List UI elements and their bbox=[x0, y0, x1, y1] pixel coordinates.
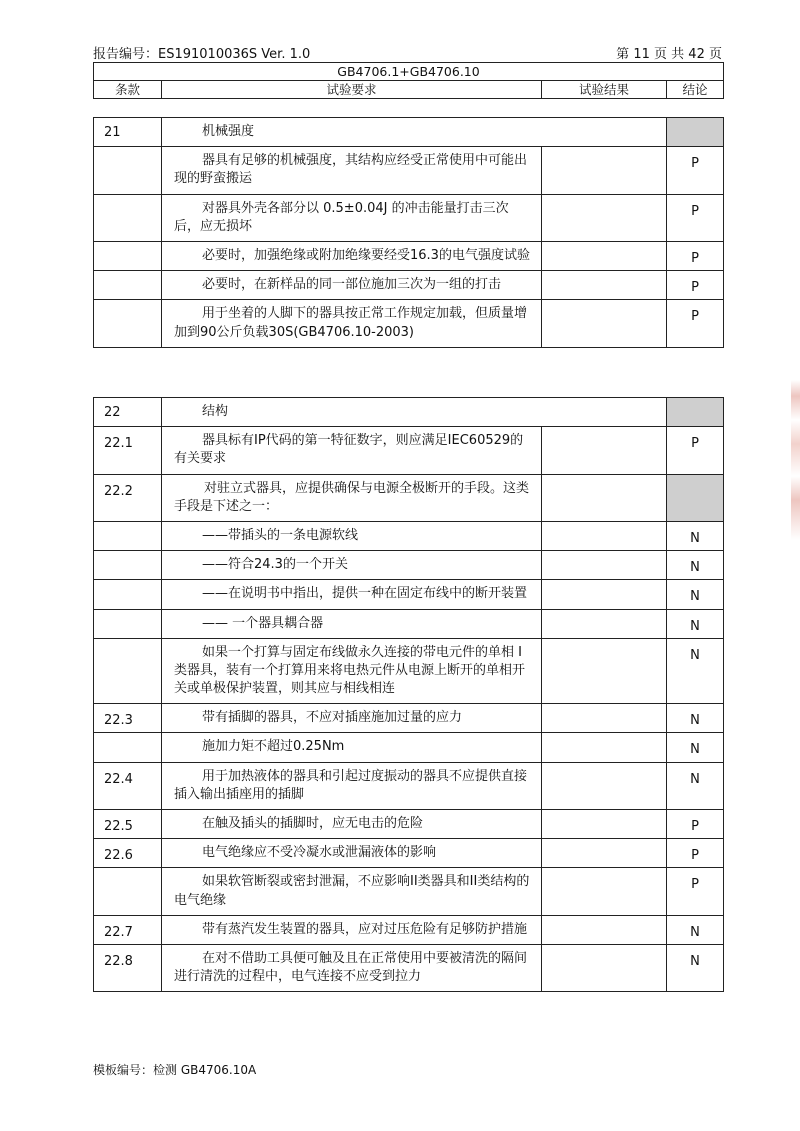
clause-cell: 22.1 bbox=[94, 427, 162, 474]
result-cell bbox=[542, 241, 667, 270]
requirement-cell: 用于加热液体的器具和引起过度振动的器具不应提供直接插入输出插座用的插脚 bbox=[162, 762, 542, 809]
table-row bbox=[94, 521, 724, 550]
section-title: 结构 bbox=[162, 398, 667, 427]
requirement-cell: 在触及插头的插脚时，应无电击的危险 bbox=[162, 810, 542, 839]
table-row bbox=[94, 300, 724, 347]
clause-cell bbox=[94, 638, 162, 704]
table-row bbox=[94, 762, 724, 809]
verdict-cell-shaded bbox=[667, 398, 724, 427]
clause-cell bbox=[94, 580, 162, 609]
table-row bbox=[94, 241, 724, 270]
requirement-cell: 对器具外壳各部分以 0.5±0.04J 的冲击能量打击三次后，应无损坏 bbox=[162, 194, 542, 241]
table-row bbox=[94, 704, 724, 733]
clause-cell bbox=[94, 868, 162, 915]
clause-number: 22 bbox=[94, 398, 162, 427]
clause-cell: 22.4 bbox=[94, 762, 162, 809]
section-title-row bbox=[94, 118, 724, 147]
page-prefix: 第 bbox=[616, 47, 630, 62]
requirement-cell: 必要时，在新样品的同一部位施加三次为一组的打击 bbox=[162, 271, 542, 300]
requirement-cell: 器具标有IP代码的第一特征数字，则应满足IEC60529的有关要求 bbox=[162, 427, 542, 474]
standard-title: GB4706.1+GB4706.10 bbox=[94, 63, 724, 81]
standard-header-table bbox=[93, 62, 724, 99]
requirement-cell: 如果一个打算与固定布线做永久连接的带电元件的单相 I 类器具，装有一个打算用来将电热元件从电源上断开的单相开关或单极保护装置，则其应与相线相连 bbox=[162, 638, 542, 704]
verdict-cell: N bbox=[667, 704, 724, 733]
column-header-requirement: 试验要求 bbox=[162, 81, 542, 99]
requirement-cell: 对驻立式器具，应提供确保与电源全极断开的手段。这类手段是下述之一： bbox=[162, 474, 542, 521]
clause-cell bbox=[94, 241, 162, 270]
verdict-cell: P bbox=[667, 427, 724, 474]
verdict-cell: N bbox=[667, 944, 724, 991]
page-total: 42 bbox=[688, 47, 705, 62]
result-cell bbox=[542, 521, 667, 550]
clause-cell: 22.3 bbox=[94, 704, 162, 733]
clause-cell bbox=[94, 271, 162, 300]
verdict-cell: N bbox=[667, 580, 724, 609]
clause-number: 21 bbox=[94, 118, 162, 147]
section-title-row bbox=[94, 398, 724, 427]
seal-stamp-edge bbox=[791, 380, 800, 540]
verdict-cell: N bbox=[667, 609, 724, 638]
requirement-cell: 电气绝缘应不受冷凝水或泄漏液体的影响 bbox=[162, 839, 542, 868]
result-cell bbox=[542, 733, 667, 762]
result-cell bbox=[542, 427, 667, 474]
report-number: 报告编号：ES191010036S Ver. 1.0 bbox=[93, 47, 311, 62]
result-cell bbox=[542, 609, 667, 638]
result-cell bbox=[542, 271, 667, 300]
table-row bbox=[94, 733, 724, 762]
result-cell bbox=[542, 147, 667, 194]
verdict-cell: N bbox=[667, 638, 724, 704]
result-cell bbox=[542, 474, 667, 521]
column-header-clause: 条款 bbox=[94, 81, 162, 99]
verdict-cell: P bbox=[667, 868, 724, 915]
result-cell bbox=[542, 762, 667, 809]
table-row bbox=[94, 271, 724, 300]
table-row bbox=[94, 147, 724, 194]
clause-cell: 22.6 bbox=[94, 839, 162, 868]
verdict-cell: N bbox=[667, 551, 724, 580]
page-suffix: 页 bbox=[708, 47, 722, 62]
result-cell bbox=[542, 810, 667, 839]
verdict-cell-shaded bbox=[667, 118, 724, 147]
verdict-cell: P bbox=[667, 147, 724, 194]
section-21-table bbox=[93, 117, 724, 348]
table-row bbox=[94, 915, 724, 944]
requirement-cell: ——带插头的一条电源软线 bbox=[162, 521, 542, 550]
result-cell bbox=[542, 551, 667, 580]
clause-cell bbox=[94, 147, 162, 194]
verdict-cell: P bbox=[667, 194, 724, 241]
column-header-verdict: 结论 bbox=[667, 81, 724, 99]
page-indicator bbox=[616, 43, 722, 62]
section-22-table bbox=[93, 397, 724, 992]
requirement-cell: 带有蒸汽发生装置的器具，应对过压危险有足够防护措施 bbox=[162, 915, 542, 944]
result-cell bbox=[542, 915, 667, 944]
clause-cell: 22.5 bbox=[94, 810, 162, 839]
clause-cell bbox=[94, 300, 162, 347]
clause-cell bbox=[94, 609, 162, 638]
clause-cell: 22.7 bbox=[94, 915, 162, 944]
verdict-cell: N bbox=[667, 733, 724, 762]
requirement-cell: —— 一个器具耦合器 bbox=[162, 609, 542, 638]
table-row bbox=[94, 551, 724, 580]
requirement-cell: 施加力矩不超过0.25Nm bbox=[162, 733, 542, 762]
table-row bbox=[94, 868, 724, 915]
table-row bbox=[94, 474, 724, 521]
table-row bbox=[94, 944, 724, 991]
section-title: 机械强度 bbox=[162, 118, 667, 147]
table-row bbox=[94, 810, 724, 839]
verdict-cell: N bbox=[667, 521, 724, 550]
table-row bbox=[94, 638, 724, 704]
result-cell bbox=[542, 638, 667, 704]
clause-cell bbox=[94, 733, 162, 762]
column-header-result: 试验结果 bbox=[542, 81, 667, 99]
table-row bbox=[94, 427, 724, 474]
verdict-cell: P bbox=[667, 810, 724, 839]
page-number: 11 bbox=[633, 47, 650, 62]
verdict-cell: P bbox=[667, 300, 724, 347]
result-cell bbox=[542, 944, 667, 991]
requirement-cell: 必要时，加强绝缘或附加绝缘要经受16.3的电气强度试验 bbox=[162, 241, 542, 270]
result-cell bbox=[542, 194, 667, 241]
verdict-cell: P bbox=[667, 271, 724, 300]
template-number: 模板编号：检测 GB4706.10A bbox=[93, 1063, 257, 1077]
requirement-cell: 用于坐着的人脚下的器具按正常工作规定加载，但质量增加到90公斤负载30S(GB4706.10-2003) bbox=[162, 300, 542, 347]
verdict-cell: P bbox=[667, 241, 724, 270]
requirement-cell: 在对不借助工具便可触及且在正常使用中要被清洗的隔间进行清洗的过程中，电气连接不应受到拉力 bbox=[162, 944, 542, 991]
verdict-cell: N bbox=[667, 915, 724, 944]
clause-cell bbox=[94, 194, 162, 241]
requirement-cell: 如果软管断裂或密封泄漏，不应影响II类器具和II类结构的电气绝缘 bbox=[162, 868, 542, 915]
table-row bbox=[94, 580, 724, 609]
table-row bbox=[94, 609, 724, 638]
verdict-cell: P bbox=[667, 839, 724, 868]
result-cell bbox=[542, 300, 667, 347]
requirement-cell: ——在说明书中指出，提供一种在固定布线中的断开装置 bbox=[162, 580, 542, 609]
clause-cell bbox=[94, 521, 162, 550]
result-cell bbox=[542, 704, 667, 733]
requirement-cell: ——符合24.3的一个开关 bbox=[162, 551, 542, 580]
page-mid: 页 共 bbox=[654, 47, 685, 62]
requirement-cell: 带有插脚的器具，不应对插座施加过量的应力 bbox=[162, 704, 542, 733]
verdict-cell-shaded bbox=[667, 474, 724, 521]
clause-cell: 22.8 bbox=[94, 944, 162, 991]
result-cell bbox=[542, 580, 667, 609]
table-row bbox=[94, 839, 724, 868]
clause-cell: 22.2 bbox=[94, 474, 162, 521]
result-cell bbox=[542, 868, 667, 915]
result-cell bbox=[542, 839, 667, 868]
table-row bbox=[94, 194, 724, 241]
verdict-cell: N bbox=[667, 762, 724, 809]
clause-cell bbox=[94, 551, 162, 580]
requirement-cell: 器具有足够的机械强度，其结构应经受正常使用中可能出现的野蛮搬运 bbox=[162, 147, 542, 194]
